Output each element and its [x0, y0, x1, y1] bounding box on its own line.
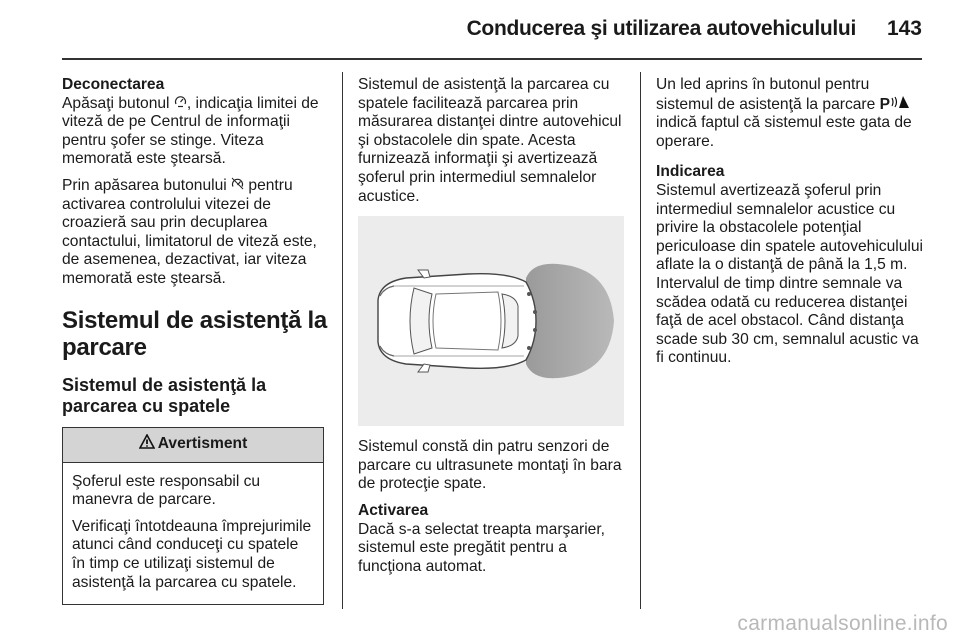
header-rule — [62, 58, 922, 60]
sensor-dot — [527, 346, 531, 350]
header-title: Conducerea şi utilizarea autovehiculului — [466, 17, 856, 40]
column-divider — [640, 72, 641, 609]
sensor-dot — [527, 292, 531, 296]
car-top-view-diagram — [358, 216, 624, 426]
sensor-dot — [533, 310, 537, 314]
subsection-title: Sistemul de asistenţă la parcarea cu spatele — [62, 374, 267, 416]
section-title: Sistemul de asistenţă la parcare — [62, 306, 327, 361]
parking-assist-symbol: P — [879, 95, 891, 113]
sensors-paragraph: Sistemul constă din patru senzori de parcare cu ultrasunete montaţi în bara de protecţie spate. — [358, 438, 622, 493]
sensor-dot — [533, 328, 537, 332]
warning-paragraph-1: Şoferul este responsabil cu manevra de parcare. — [72, 472, 261, 509]
car-roof — [433, 292, 501, 350]
speed-limiter-icon — [174, 95, 187, 114]
warning-paragraph-2: Verificaţi întotdeauna împrejurimile atunci când conduceţi cu spatele în timp ce utilizaţi sistemul de asistenţă la parcarea cu spatele. — [72, 517, 312, 591]
indicare-heading: Indicarea — [656, 163, 725, 181]
cruise-control-icon — [231, 177, 244, 196]
column-2 — [358, 76, 624, 584]
deconectare-paragraph-2 — [62, 177, 334, 289]
activare-paragraph: Dacă s-a selectat treapta marşarier, sistemul este pregătit pentru a funcţiona automat. — [358, 520, 606, 575]
text-run: pentru activarea controlului vitezei de croazieră sau prin decuplarea contactului, limitatorul de viteză este, de asemenea, dezactivat, iar viteza memorată este ştearsă. — [62, 176, 317, 287]
car-windshield — [410, 288, 432, 354]
parking-assist-icon — [890, 95, 910, 115]
warning-box — [62, 427, 324, 606]
column-1 — [62, 76, 334, 605]
deconectare-paragraph-1 — [62, 95, 334, 169]
text-run: , indicaţia limitei de viteză de pe Centrul de informaţii pentru şofer se stinge. Viteza memorată este ştearsă. — [62, 94, 319, 168]
parking-sensor-illustration — [358, 216, 624, 426]
warning-header — [63, 428, 323, 463]
led-paragraph — [656, 76, 924, 151]
page-header — [0, 0, 960, 60]
warning-title: Avertisment — [157, 435, 248, 453]
activare-heading: Activarea — [358, 501, 429, 519]
text-run: Prin apăsarea butonului — [62, 176, 232, 194]
detection-zone — [526, 264, 614, 378]
text-run: Un led aprins în butonul pentru sistemul de asistenţă la parcare — [656, 76, 880, 113]
text-run: Apăsaţi butonul — [62, 94, 174, 112]
watermark: carmanualsonline.info — [737, 612, 948, 635]
warning-triangle-icon — [139, 434, 155, 455]
deconectare-heading: Deconectarea — [62, 76, 165, 93]
column-3 — [656, 76, 924, 376]
text-run: indică faptul că sistemul este gata de operare. — [656, 114, 912, 150]
indicare-paragraph: Sistemul avertizează şoferul prin intermediul semnalelor acustice cu privire la obstacolele potenţial periculoase din spatele autovehiculului aflate la o distanţă de până la 1,5 m. Intervalul de timp dintre semnale va scădea odată cu reducerea distanţei faţă de acel obstacol. Când distanţa scade sub 30 cm, semnalul acustic va fi continuu. — [656, 181, 924, 367]
page-number: 143 — [886, 17, 922, 40]
intro-paragraph: Sistemul de asistenţă la parcarea cu spatele facilitează parcarea prin măsurarea distanţei dintre autovehicul şi obstacolele din spate. Acesta furnizează informaţii şi avertizează şoferul prin intermediul semnalelor acustice. — [358, 76, 622, 205]
warning-body — [63, 463, 323, 605]
column-divider — [342, 72, 343, 609]
